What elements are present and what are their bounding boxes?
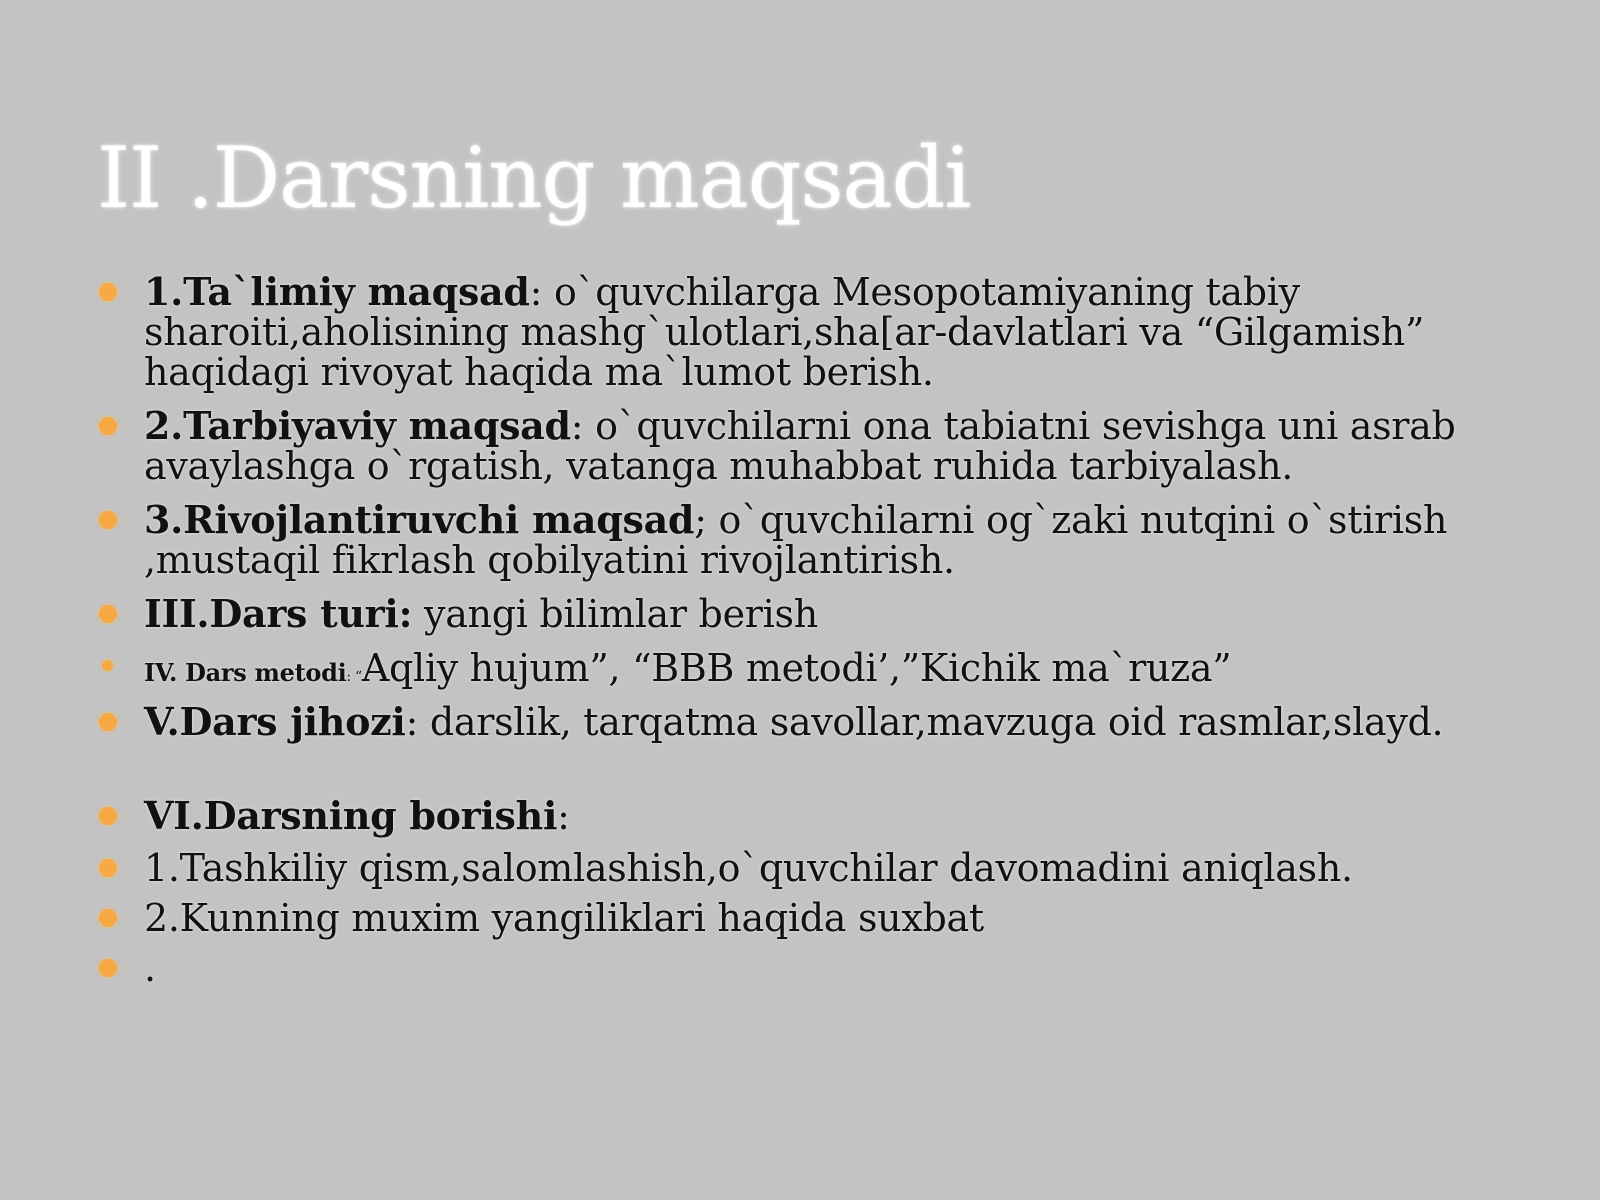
bullet-text: ; o`quvchilarni og`zaki nutqini o`stirish ,mustaqil fikrlash qobilyatini rivojlantirish. bbox=[144, 498, 1448, 582]
bullet-item-dars-jihozi bbox=[144, 699, 1544, 744]
bullet-dot-icon bbox=[99, 713, 117, 731]
bullet-text: 2.Kunning muxim yangiliklari haqida suxbat bbox=[144, 896, 984, 940]
bullet-text: : darslik, tarqatma savollar,mavzuga oid rasmlar,slayd. bbox=[405, 700, 1444, 744]
bullet-dot-icon bbox=[99, 807, 117, 825]
bullet-dot-icon bbox=[99, 283, 117, 301]
bullet-label-suffix: : “ bbox=[346, 669, 362, 685]
bullet-text: Aqliy hujum”, “BBB metodi’,”Kichik ma`ruza” bbox=[361, 646, 1232, 690]
bullet-item-empty bbox=[144, 948, 1544, 988]
bullet-label: IV. Dars metodi bbox=[144, 658, 347, 687]
bullet-dot-icon bbox=[99, 511, 117, 529]
bullet-text: 1.Tashkiliy qism,salomlashish,o`quvchilar davomadini aniqlash. bbox=[144, 846, 1353, 890]
bullet-item-yangiliklar bbox=[144, 898, 1544, 938]
bullet-item-dars-turi bbox=[144, 591, 1544, 636]
bullet-item-tarbiyaviy bbox=[144, 403, 1544, 488]
bullet-dot-icon bbox=[99, 417, 117, 435]
bullet-dot-icon bbox=[99, 959, 117, 977]
slide-title: II .Darsning maqsadi bbox=[97, 129, 971, 227]
bullet-label: 1.Ta`limiy maqsad bbox=[144, 269, 530, 314]
bullet-label: V.Dars jihozi bbox=[144, 699, 406, 744]
bullet-text: : bbox=[557, 794, 570, 838]
bullet-label: 2.Tarbiyaviy maqsad bbox=[144, 403, 571, 448]
bullet-item-darsning-borishi bbox=[144, 793, 1544, 838]
bullet-item-tashkiliy bbox=[144, 848, 1544, 888]
bullet-label: VI.Darsning borishi bbox=[144, 793, 558, 838]
bullet-item-dars-metodi bbox=[144, 648, 1544, 697]
bullet-label: 3.Rivojlantiruvchi maqsad bbox=[144, 497, 695, 542]
bullet-label: III.Dars turi: bbox=[144, 591, 413, 636]
bullet-text: : o`quvchilarga Mesopotamiyaning tabiy sharoiti,aholisining mashg`ulotlari,sha[ar-davlatlari va “Gilgamish” haqidagi rivoyat haqida ma`lumot berish. bbox=[144, 270, 1425, 394]
bullet-item-rivojlantiruvchi bbox=[144, 497, 1544, 582]
bullet-dot-icon bbox=[99, 909, 117, 927]
bullet-text: yangi bilimlar berish bbox=[412, 592, 818, 636]
bullet-dot-icon bbox=[99, 859, 117, 877]
bullet-dot-icon bbox=[102, 660, 113, 671]
bullet-item-talimiy bbox=[144, 269, 1544, 394]
bullet-dot-icon bbox=[99, 605, 117, 623]
bullet-text: . bbox=[144, 946, 156, 990]
bullet-text: : o`quvchilarni ona tabiatni sevishga uni asrab avaylashga o`rgatish, vatanga muhabbat ruhida tarbiyalash. bbox=[144, 404, 1456, 488]
